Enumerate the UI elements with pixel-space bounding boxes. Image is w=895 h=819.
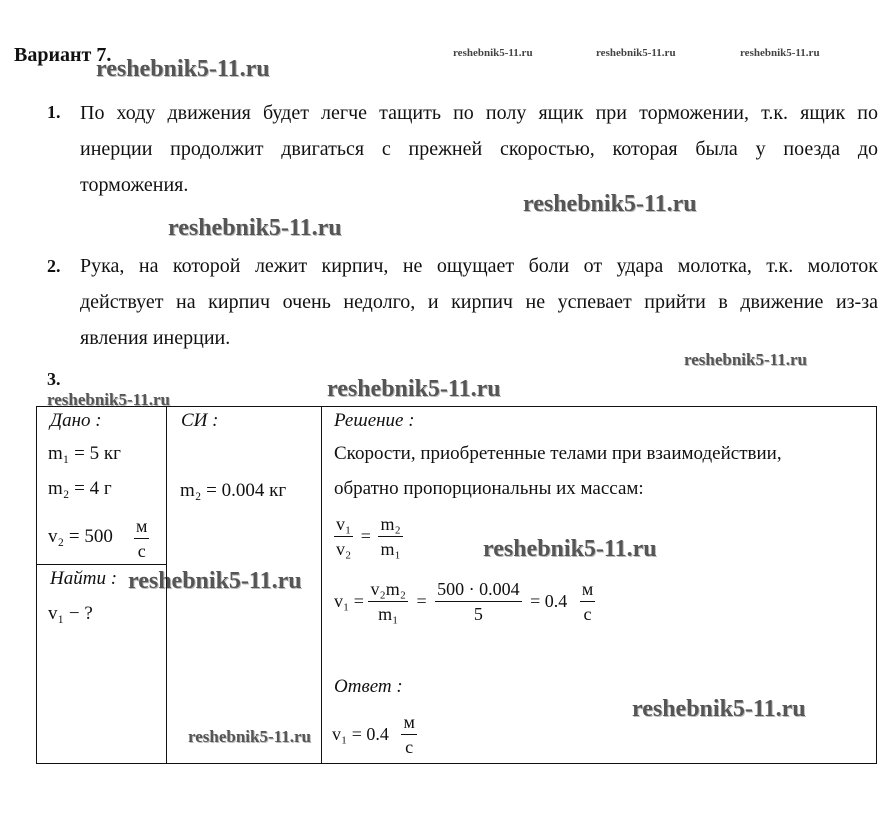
task-number: 3. (47, 369, 61, 389)
text-line: явления инерции. (80, 327, 231, 349)
item-number: 1. (47, 102, 61, 122)
answer-header: Ответ : (334, 676, 403, 697)
si-m2: m₂ = 0.004 кг (180, 480, 287, 501)
si-header: СИ : (181, 410, 219, 431)
answer-formula (332, 710, 417, 759)
equals-sign: = (416, 591, 427, 611)
solution-line: Скорости, приобретенные телами при взаимодействии, (334, 443, 782, 464)
variant-title: Вариант 7. (14, 44, 112, 66)
text-line: действует на кирпич очень недолго, и кирпич не успевает прийти в движение из-за (80, 291, 878, 313)
solution-line: обратно пропорциональны их массам: (334, 478, 644, 499)
calc-formula (334, 577, 595, 626)
unit-numerator: м (581, 579, 594, 599)
watermark: reshebnik5-11.ru (453, 47, 533, 59)
unit-fraction (134, 514, 149, 563)
ratio-left (334, 512, 353, 561)
calc-frac2-denominator: 5 (473, 604, 483, 624)
text-line: Рука, на которой лежит кирпич, не ощущает боли от удара молотка, т.к. молоток (80, 255, 878, 277)
text-line: торможения. (80, 174, 189, 196)
find-value: v₁ − ? (48, 603, 93, 624)
unit-denominator: с (137, 541, 146, 561)
find-header: Найти : (50, 568, 118, 589)
calc-frac1 (368, 577, 408, 626)
ratio-left-denominator: v₂ (336, 539, 352, 559)
watermark: reshebnik5-11.ru (483, 536, 657, 562)
item-text (80, 248, 878, 356)
unit-numerator: м (401, 710, 416, 735)
equals-sign: = (360, 526, 371, 546)
watermark: reshebnik5-11.ru (96, 56, 270, 82)
calc-frac2 (435, 577, 522, 626)
ratio-right (378, 512, 402, 561)
watermark: reshebnik5-11.ru (740, 47, 820, 59)
calc-frac2-numerator: 500 · 0.004 (435, 577, 522, 602)
watermark: reshebnik5-11.ru (596, 47, 676, 59)
solution-header: Решение : (334, 410, 415, 431)
given-m2: m₂ = 4 г (48, 478, 112, 499)
watermark: reshebnik5-11.ru (168, 215, 342, 241)
calc-frac1-numerator: v₂m₂ (368, 577, 408, 602)
calc-v1: v₁ = (334, 591, 364, 611)
watermark: reshebnik5-11.ru (327, 376, 501, 402)
unit-fraction (401, 710, 416, 759)
answer-value: v₁ = 0.4 (332, 724, 389, 744)
unit-denominator: с (580, 601, 595, 626)
watermark: reshebnik5-11.ru (188, 727, 311, 746)
text-line: инерции продолжит двигаться с прежней скоростью, которая была у поезда до (80, 138, 878, 160)
calc-frac1-denominator: m₁ (378, 604, 399, 624)
given-m1: m₁ = 5 кг (48, 443, 121, 464)
ratio-right-denominator: m₁ (380, 539, 401, 559)
watermark: reshebnik5-11.ru (523, 191, 697, 217)
unit-fraction (580, 577, 595, 626)
watermark: reshebnik5-11.ru (684, 350, 807, 369)
calc-result: = 0.4 (530, 591, 568, 611)
text-line: По ходу движения будет легче тащить по полу ящик при торможении, т.к. ящик по (80, 102, 878, 124)
ratio-left-numerator: v₁ (334, 512, 353, 537)
unit-numerator: м (134, 514, 149, 539)
ratio-right-numerator: m₂ (378, 512, 402, 537)
item-number: 2. (47, 256, 61, 276)
given-header: Дано : (50, 410, 102, 431)
given-v2: v₂ = 500 (48, 526, 113, 547)
unit-denominator: с (405, 737, 414, 757)
watermark: reshebnik5-11.ru (47, 390, 170, 409)
ratio-formula (334, 512, 403, 561)
watermark: reshebnik5-11.ru (632, 696, 806, 722)
item-text (80, 95, 878, 203)
watermark: reshebnik5-11.ru (128, 568, 302, 594)
